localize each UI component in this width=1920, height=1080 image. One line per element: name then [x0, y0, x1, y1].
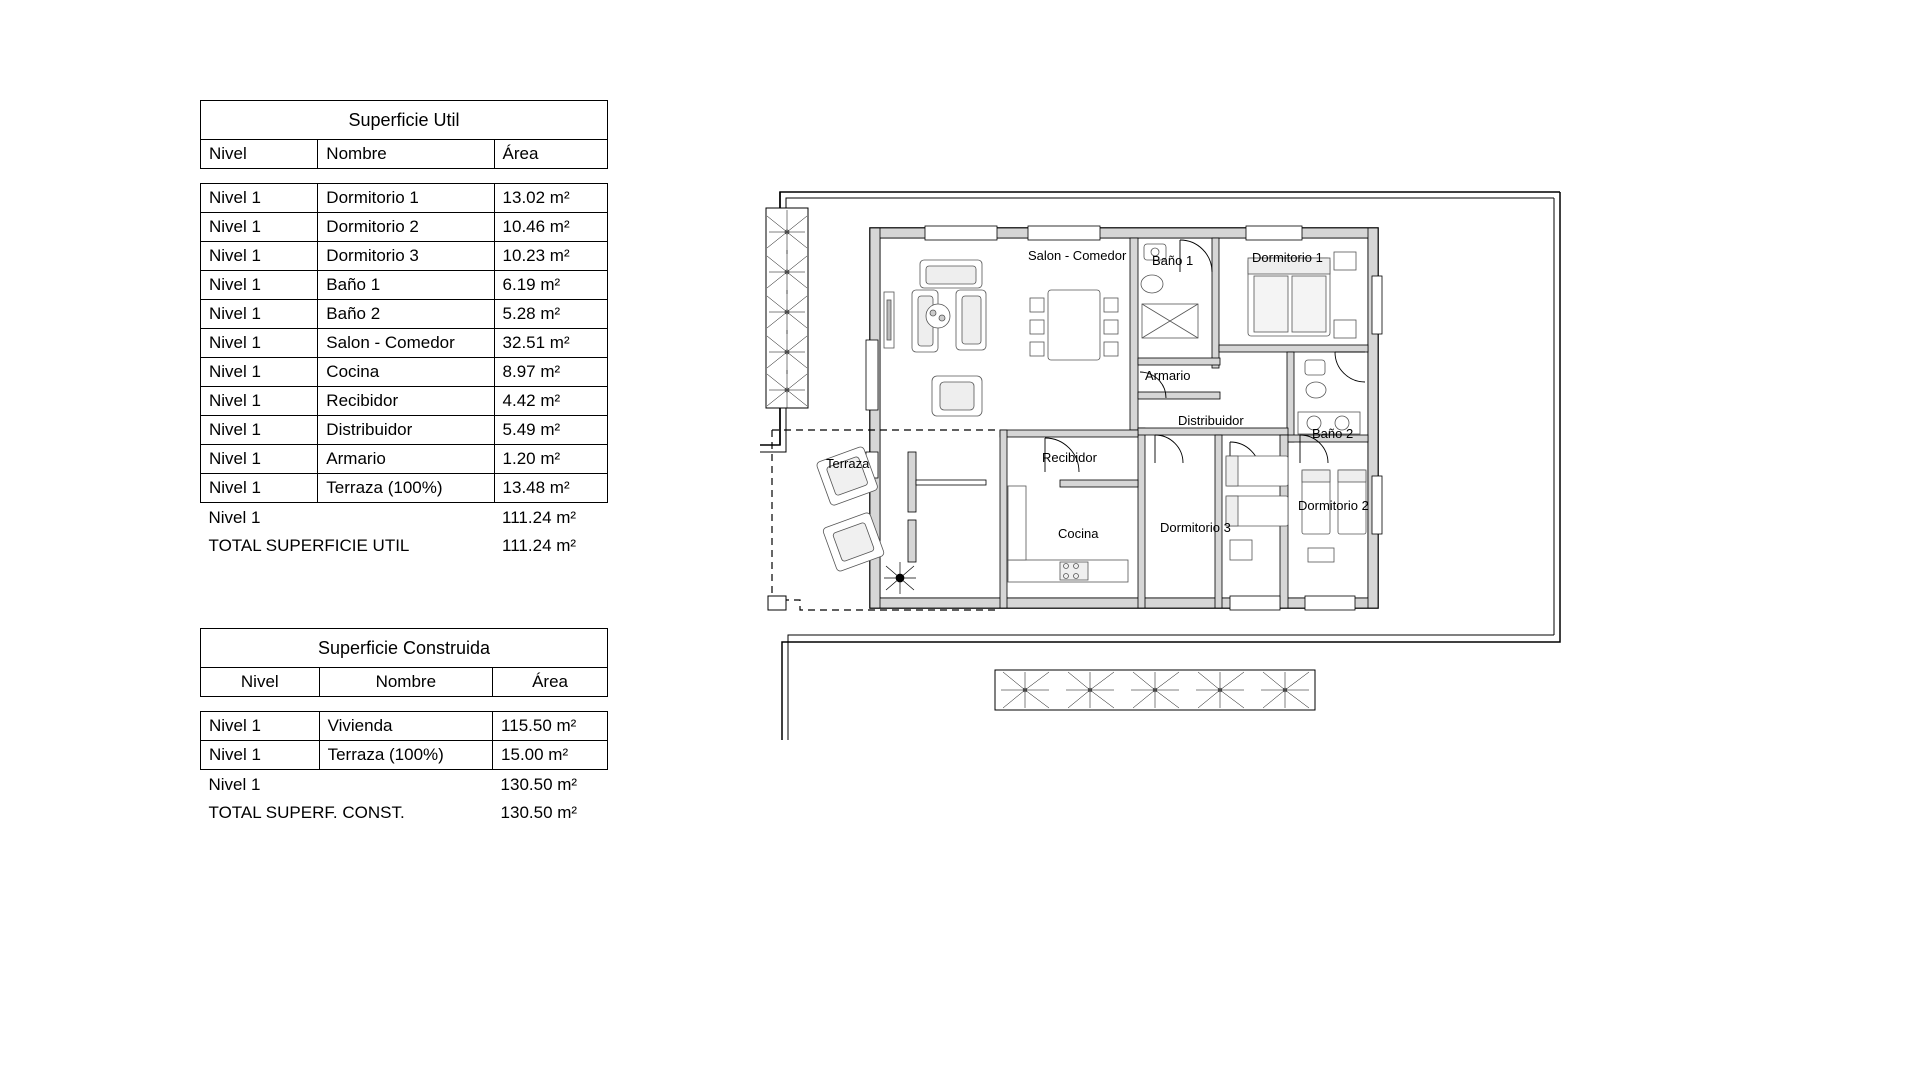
- header-nivel: Nivel: [201, 140, 318, 169]
- cell-area: 1.20 m²: [494, 445, 607, 474]
- table-row: [201, 242, 608, 271]
- hedge-horizontal: [995, 670, 1315, 710]
- table-spacer: [201, 697, 608, 712]
- header-nombre: Nombre: [319, 668, 492, 697]
- header-area: Área: [494, 140, 607, 169]
- cell-nombre: Recibidor: [318, 387, 494, 416]
- table-row: [201, 416, 608, 445]
- table-row: [201, 300, 608, 329]
- table-title: Superficie Construida: [201, 629, 608, 668]
- cell-nivel: Nivel 1: [201, 329, 318, 358]
- cell-nivel: Nivel 1: [201, 445, 318, 474]
- subtotal-nivel: Nivel 1: [208, 775, 261, 794]
- cell-nombre: Terraza (100%): [319, 741, 492, 770]
- table-total-row: [201, 799, 608, 827]
- label-dormitorio-3: Dormitorio 3: [1160, 520, 1231, 535]
- cell-nombre: Baño 1: [318, 271, 494, 300]
- total-label: TOTAL SUPERFICIE UTIL: [208, 536, 410, 555]
- total-label: TOTAL SUPERF. CONST.: [208, 803, 405, 822]
- table-title: Superficie Util: [201, 101, 608, 140]
- cell-nivel: Nivel 1: [201, 271, 318, 300]
- cell-nivel: Nivel 1: [201, 300, 318, 329]
- cell-nombre: Baño 2: [318, 300, 494, 329]
- label-dormitorio-2: Dormitorio 2: [1298, 498, 1369, 513]
- table-row: [201, 741, 608, 770]
- table-subtotal-row: [201, 770, 608, 800]
- table-title-row: [201, 629, 608, 668]
- cell-area: 4.42 m²: [494, 387, 607, 416]
- table-row: [201, 213, 608, 242]
- total-area: 130.50 m²: [500, 803, 578, 822]
- header-nombre: Nombre: [318, 140, 494, 169]
- subtotal-nombre: [318, 503, 494, 533]
- total-area: 111.24 m²: [502, 536, 577, 555]
- cell-nivel: Nivel 1: [201, 184, 318, 213]
- table-row: [201, 474, 608, 503]
- cell-area: 10.23 m²: [494, 242, 607, 271]
- floor-plan: [760, 180, 1620, 880]
- label-bano-1: Baño 1: [1152, 253, 1194, 268]
- cell-nivel: Nivel 1: [201, 741, 320, 770]
- cell-area: 115.50 m²: [493, 712, 608, 741]
- cell-area: 5.28 m²: [494, 300, 607, 329]
- cell-nombre: Armario: [318, 445, 494, 474]
- cell-area: 8.97 m²: [494, 358, 607, 387]
- cell-area: 15.00 m²: [493, 741, 608, 770]
- cell-nombre: Dormitorio 3: [318, 242, 494, 271]
- subtotal-area: 130.50 m²: [500, 775, 578, 794]
- dining-table: [1030, 290, 1118, 360]
- schedules-area: [200, 100, 620, 827]
- table-header-row: [201, 668, 608, 697]
- coffee-table: [926, 304, 950, 328]
- superficie-util-table: [200, 100, 608, 560]
- table-title-row: [201, 101, 608, 140]
- table-subtotal-row: [201, 503, 608, 533]
- label-bano-2: Baño 2: [1312, 426, 1354, 441]
- label-cocina: Cocina: [1058, 526, 1099, 541]
- subtotal-nivel: Nivel 1: [208, 508, 261, 527]
- cell-nombre: Dormitorio 2: [318, 213, 494, 242]
- cell-nombre: Terraza (100%): [318, 474, 494, 503]
- header-area: Área: [493, 668, 608, 697]
- table-row: [201, 271, 608, 300]
- cell-area: 5.49 m²: [494, 416, 607, 445]
- table-row: [201, 712, 608, 741]
- subtotal-nombre: [319, 770, 492, 800]
- cell-area: 6.19 m²: [494, 271, 607, 300]
- label-terraza: Terraza: [826, 456, 870, 471]
- cell-nivel: Nivel 1: [201, 242, 318, 271]
- label-dormitorio-1: Dormitorio 1: [1252, 250, 1323, 265]
- table-row: [201, 358, 608, 387]
- header-nivel: Nivel: [201, 668, 320, 697]
- cell-area: 13.48 m²: [494, 474, 607, 503]
- cell-nivel: Nivel 1: [201, 387, 318, 416]
- table-row: [201, 184, 608, 213]
- cell-nombre: Salon - Comedor: [318, 329, 494, 358]
- label-salon-comedor: Salon - Comedor: [1028, 248, 1127, 263]
- cell-area: 10.46 m²: [494, 213, 607, 242]
- cell-nivel: Nivel 1: [201, 474, 318, 503]
- table-row: [201, 445, 608, 474]
- label-recibidor: Recibidor: [1042, 450, 1097, 465]
- armchair: [932, 376, 982, 416]
- cell-nivel: Nivel 1: [201, 213, 318, 242]
- table-row: [201, 387, 608, 416]
- tables-gap: [200, 560, 620, 628]
- cell-nivel: Nivel 1: [201, 712, 320, 741]
- cell-nivel: Nivel 1: [201, 416, 318, 445]
- cell-nombre: Vivienda: [319, 712, 492, 741]
- cell-nombre: Cocina: [318, 358, 494, 387]
- subtotal-area: 111.24 m²: [502, 508, 577, 527]
- table-spacer: [201, 169, 608, 184]
- cell-nombre: Distribuidor: [318, 416, 494, 445]
- label-armario: Armario: [1145, 368, 1191, 383]
- table-row: [201, 329, 608, 358]
- hedge-vertical: [766, 208, 808, 408]
- cell-area: 32.51 m²: [494, 329, 607, 358]
- cell-nivel: Nivel 1: [201, 358, 318, 387]
- cell-area: 13.02 m²: [494, 184, 607, 213]
- table-header-row: [201, 140, 608, 169]
- superficie-construida-table: [200, 628, 608, 827]
- tv-unit: [884, 292, 894, 348]
- label-distribuidor: Distribuidor: [1178, 413, 1244, 428]
- cell-nombre: Dormitorio 1: [318, 184, 494, 213]
- table-total-row: [201, 532, 608, 560]
